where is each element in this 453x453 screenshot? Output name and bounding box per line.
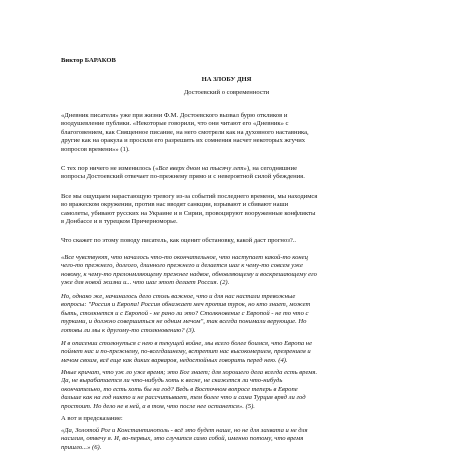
paragraph	[61, 415, 401, 423]
text-line: другие как на оракула и просили его разрешить их сомнения насчет некоторых жгучих	[61, 137, 306, 145]
text-line: И в опасении столкнуться с нею в текущей войне, мы всего более боимся, что Европа не	[61, 340, 313, 347]
text-line: вопросы Достоевский отвечает по-прежнему прямо и с невероятной силой убеждения.	[61, 173, 305, 181]
text-line	[61, 165, 401, 173]
author-name: Виктор БАРАКОВ	[61, 57, 116, 64]
paragraph	[61, 237, 401, 245]
quote-paragraph	[61, 427, 401, 452]
text-line: Все мы ощущаем нарастающую тревогу из-за событий последнего времени, мы находимся	[61, 193, 318, 200]
paragraph	[61, 112, 401, 154]
quote-paragraph	[61, 293, 401, 335]
text-line: самолеты, убивают русских на Украине и в Сирии, провоцируют вооруженные конфликты	[61, 209, 316, 217]
text-line: «Все чувствуют, что началось что-то окончательное, что наступает какой-то конец	[61, 254, 308, 261]
quote-paragraph	[61, 254, 401, 288]
text-line: вопросов времени»» (1).	[61, 145, 130, 153]
article-title: НА ЗЛОБУ ДНЯ	[201, 76, 252, 83]
text-line: «Да, Золотой Рог и Константинополь - всё это будет наше, но не для захвата и не для	[61, 427, 308, 434]
quote-paragraph	[61, 340, 401, 365]
text-line: простоит. Но дело не в ней, а в том, что после нее останется». (5).	[61, 402, 255, 410]
text-line: вопросы: "Россия и Европа! Россия обнажает меч против турок, но кто знает, может	[61, 301, 311, 309]
text-line: насилия, отвечу я. И, во-первых, это случится само собой, именно потому, что время	[61, 435, 304, 443]
text-line: готовы ли мы к другому-то столкновению? (3).	[61, 326, 196, 334]
text-line: Но, однако же, начиналось дело столь важное, что и для нас настали тревожные	[61, 293, 296, 300]
text-line: чего-то прежнего, долгого, длинного прежнего и делается шаг к чему-то совсем уже	[61, 262, 303, 270]
text-line: мечом своим, всё еще как диких варваров, недостойных говорить перед нею. (4).	[61, 356, 288, 364]
text-line: в Донбассе и в турецком Причерноморье.	[61, 218, 178, 226]
text-line: окончательно, то есть хоть бы на год? Ведь в Восточном вопросе теперь в Европе	[61, 385, 298, 393]
article-subtitle: Достоевский о современности	[183, 89, 270, 96]
text-line: пришло...» (6).	[61, 443, 102, 451]
quote-fragment: Все вверх дном на тысячу лет	[158, 165, 244, 172]
text-line: турками, и должно совершиться не одним мечом", так всегда понимали верующие. Но	[61, 318, 307, 326]
text-line: воодушевление публики. «Некоторые говорили, что они читают его «Дневник» с	[61, 120, 289, 128]
text-line: новому, к чему-то прелонмляющему прежнее надвое, обновляющему и воскрешающему его	[61, 270, 317, 278]
text-line: Иные кричат, что уж ло уже время; это Бог знает; для хорошего дела всегда есть время.	[61, 369, 318, 376]
text-line: быть, столкнется и с Европой - не рано ли это? Столкновение с Европой - не то что с	[61, 309, 309, 317]
text-line: благоговением, как Священное писание, на него смотрели как на духовного наставника,	[61, 128, 309, 136]
text-line: во вражеском окружении, против нас вводят санкции, взрывают и сбивают наши	[61, 201, 289, 209]
quote-paragraph	[61, 369, 401, 411]
text-line: поймет нас и по-прежнему, по-всегдашнему, встретит нас высокомерием, презрением и	[61, 348, 311, 356]
text-line: Что скажет по этому поводу писатель, как оценит обстановку, какой даст прогноз?..	[61, 237, 297, 244]
paragraph	[61, 193, 401, 227]
text-line: Да, не вырабатается ли что-нибудь хоть к весне, не скажется ли что-нибудь	[61, 377, 283, 385]
text-line: уже для новой жизни и... что шаг этот делает Россия. (2).	[61, 279, 230, 287]
paragraph	[61, 165, 401, 182]
text-line: дальше как на год никто и не рассчитывает, тем более что и сама Турция вряд ли год	[61, 394, 306, 402]
text-line: А вот и предсказание:	[61, 415, 123, 422]
text-line: «Дневник писателя» уже при жизни Ф.М. Достоевского вызвал бурю откликов и	[61, 112, 288, 119]
text-fragment: »), на сегодняшние	[243, 165, 297, 172]
text-fragment: С тех пор ничего не изменилось («	[61, 165, 159, 172]
